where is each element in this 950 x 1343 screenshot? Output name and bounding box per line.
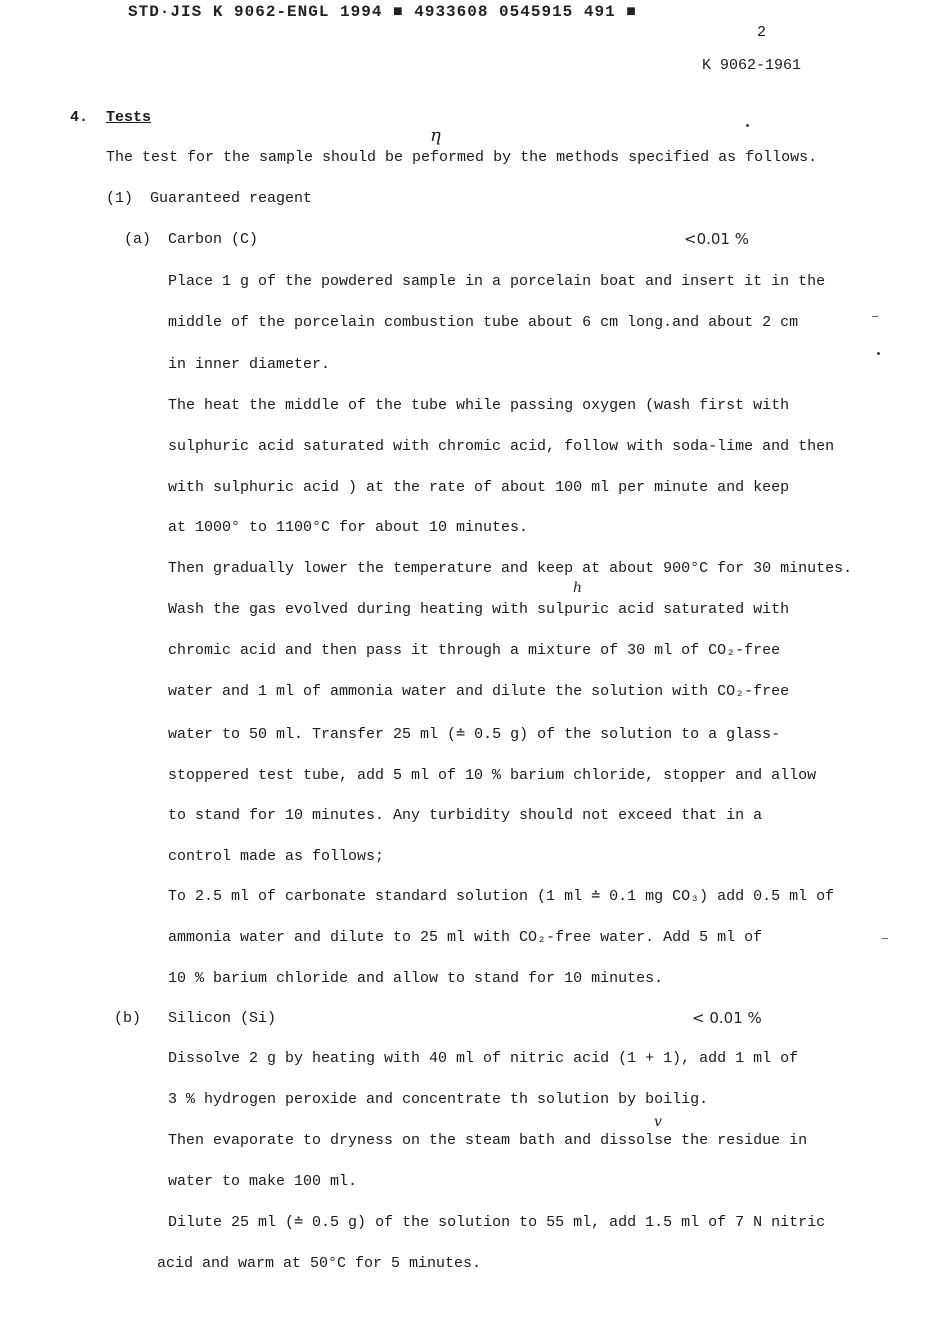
document-code-header: STD·JIS K 9062-ENGL 1994 ■ 4933608 0545915 491 ■ — [128, 3, 637, 21]
item-a-line: chromic acid and then pass it through a mixture of 30 ml of CO₂-free — [168, 642, 781, 659]
item-b-limit-note: < 0.01 % — [692, 1009, 762, 1027]
item-a-line: Place 1 g of the powdered sample in a porcelain boat and insert it in the — [168, 273, 826, 290]
item-a-line: at 1000° to 1100°C for about 10 minutes. — [168, 519, 529, 536]
item-a-line: to stand for 10 minutes. Any turbidity should not exceed that in a — [168, 807, 763, 824]
item-a-line: The heat the middle of the tube while passing oxygen (wash first with — [168, 397, 790, 414]
scan-speck — [746, 124, 749, 127]
item-a-line: in inner diameter. — [168, 356, 331, 373]
item-a-line: stoppered test tube, add 5 ml of 10 % barium chloride, stopper and allow — [168, 767, 817, 784]
handwritten-insert-mark: h — [573, 580, 583, 596]
item-b-line: 3 % hydrogen peroxide and concentrate th solution by boilig. — [168, 1091, 709, 1108]
item-a-line: with sulphuric acid ) at the rate of about 100 ml per minute and keep — [168, 479, 790, 496]
item-b-line: water to make 100 ml. — [168, 1173, 358, 1190]
item-b-title: Silicon (Si) — [168, 1010, 277, 1027]
item-a-line: Then gradually lower the temperature and keep at about 900°C for 30 minutes. — [168, 560, 853, 577]
item-a-line: ammonia water and dilute to 25 ml with CO₂-free water. Add 5 ml of — [168, 929, 763, 946]
intro-paragraph: The test for the sample should be peformed by the methods specified as follows. — [106, 149, 818, 166]
subsection-title: Guaranteed reagent — [150, 190, 313, 207]
item-a-line: middle of the porcelain combustion tube about 6 cm long.and about 2 cm — [168, 314, 799, 331]
handwritten-correction-mark: ƞ — [430, 125, 442, 146]
item-a-line: control made as follows; — [168, 848, 385, 865]
item-a-title: Carbon (C) — [168, 231, 259, 248]
scan-speck — [872, 316, 878, 317]
item-a-line: Wash the gas evolved during heating with sulpuric acid saturated with — [168, 601, 790, 618]
page-number: 2 — [757, 24, 767, 41]
item-a-line: sulphuric acid saturated with chromic acid, follow with soda-lime and then — [168, 438, 835, 455]
item-a-line: To 2.5 ml of carbonate standard solution (1 ml ≐ 0.1 mg CO₃) add 0.5 ml of — [168, 888, 835, 905]
item-a-line: 10 % barium chloride and allow to stand for 10 minutes. — [168, 970, 664, 987]
item-a-limit-note: <0.01 % — [684, 230, 749, 248]
item-b-line: Dilute 25 ml (≐ 0.5 g) of the solution to 55 ml, add 1.5 ml of 7 N nitric — [168, 1214, 826, 1231]
scan-speck — [882, 938, 888, 939]
item-b-label: (b) — [114, 1010, 142, 1027]
item-b-line: Then evaporate to dryness on the steam bath and dissolse the residue in — [168, 1132, 808, 1149]
handwritten-insert-mark: v — [654, 1114, 662, 1130]
item-b-line: acid and warm at 50°C for 5 minutes. — [157, 1255, 482, 1272]
subsection-label: (1) — [106, 190, 134, 207]
section-title: Tests — [106, 109, 152, 126]
item-a-line: water and 1 ml of ammonia water and dilute the solution with CO₂-free — [168, 683, 790, 700]
standard-reference: K 9062-1961 — [702, 57, 802, 74]
item-b-line: Dissolve 2 g by heating with 40 ml of nitric acid (1 + 1), add 1 ml of — [168, 1050, 799, 1067]
scan-speck — [877, 352, 880, 355]
item-a-label: (a) — [124, 231, 152, 248]
item-a-line: water to 50 ml. Transfer 25 ml (≐ 0.5 g) of the solution to a glass- — [168, 726, 781, 743]
section-number: 4. — [70, 109, 89, 126]
